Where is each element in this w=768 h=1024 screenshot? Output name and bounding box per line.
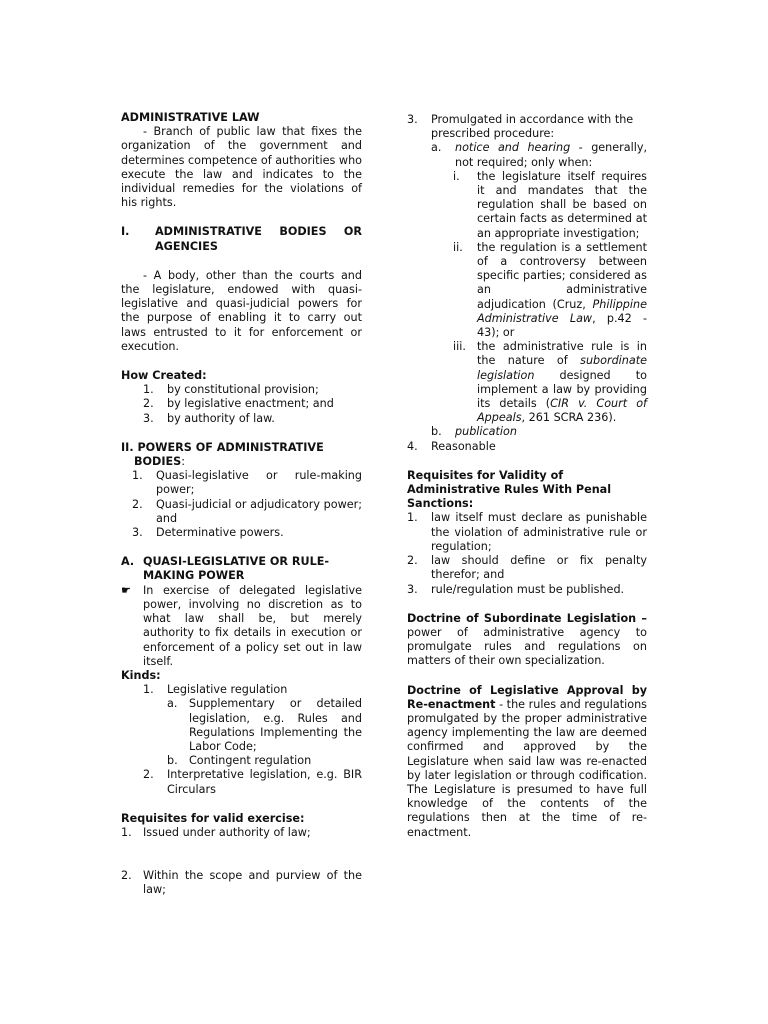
list-item: iii. the administrative rule is in the nature of subordinate legislation designed to implement a law by providing its details (CIR v. Court of Appeals, 261 SCRA 236). (453, 340, 647, 425)
how-created-list (121, 383, 362, 426)
section-1-title: ADMINISTRATIVE BODIES OR AGENCIES (155, 225, 362, 253)
section-1-heading (121, 225, 362, 253)
list-item: 3. rule/regulation must be published. (407, 582, 625, 596)
kinds-list (121, 683, 362, 797)
list-item: i. the legislature itself requires it and mandates that the regulation shall be based on certain facts as determined at an appropriate investigation; (453, 169, 647, 240)
list-item: 2. Within the scope and purview of the law; (121, 869, 362, 897)
list-item: 1. Legislative regulation (143, 683, 288, 697)
list-item: a. notice and hearing - generally, not required; only when: (431, 141, 647, 169)
subordinate-legislation-paragraph: Doctrine of Subordinate Legislation – power of administrative agency to promulgate rules and regulations on matters of their own specialization. (407, 611, 647, 668)
list-item: 2. Quasi-judicial or adjudicatory power; and (132, 497, 362, 525)
section-a-heading (121, 555, 362, 583)
pointing-hand-icon: ☛ (121, 583, 132, 597)
left-column (121, 111, 362, 898)
powers-list (121, 469, 362, 540)
section-a-paragraph (121, 584, 362, 669)
right-column (407, 113, 647, 840)
section-a-title: QUASI-LEGISLATIVE OR RULE-MAKING POWER (143, 555, 329, 583)
section-a-text: In exercise of delegated legislative power, involving no discretion as to what law shall be, but merely authority to fix details in execution or enforcement of a policy set out in law itself. (143, 583, 362, 668)
list-item: 1. by constitutional provision; (143, 383, 319, 397)
penal-sanctions-heading: Requisites for Validity of Administrative Rules With Penal Sanctions: (407, 468, 612, 511)
definition-paragraph: - Branch of public law that fixes the organization of the government and determines competence of authorities who execute the law and indicates to the individual remedies for the violations of his rights. (121, 125, 363, 210)
section-a-number: A. (121, 555, 135, 569)
list-item: 4. Reasonable (407, 439, 496, 453)
list-item: 1. law itself must declare as punishable the violation of administrative rule or regulation; (407, 511, 647, 553)
list-item: 2. Interpretative legislation, e.g. BIR Circulars (143, 768, 362, 796)
list-item: 3. Promulgated in accordance with the prescribed procedure: (407, 113, 634, 141)
list-item: 3. by authority of law. (143, 411, 275, 425)
list-item: b. publication (431, 425, 517, 439)
legislative-approval-paragraph: Doctrine of Legislative Approval by Re-enactment - the rules and regulations promulgated by the proper administrative agency implementing the law are deemed confirmed and approved by the Legislature when said law was re-enacted by later legislation or through codification. The Legislature is presumed to have full knowledge of the contents of the regulations then at the time of re-enactment. (407, 683, 647, 839)
list-item: 1. Issued under authority of law; (121, 825, 311, 839)
list-item: 1. Quasi-legislative or rule-making power; (132, 469, 362, 497)
list-item: 2. law should define or fix penalty therefor; and (407, 554, 647, 582)
kinds-heading: Kinds: (121, 668, 161, 682)
list-item: 3. Determinative powers. (132, 526, 284, 540)
section-1-definition: - A body, other than the courts and the legislature, endowed with quasi-legislative and quasi-judicial powers for the purpose of enabling it to carry out laws entrusted to it for enforcement or execution. (121, 268, 362, 353)
requisites-heading: Requisites for valid exercise: (121, 811, 305, 825)
list-item: ii. the regulation is a settlement of a controversy between specific parties; considered as an administrative adjudication (Cruz, Philippine Administrative Law, p.42 - 43); or (453, 240, 647, 340)
section-1-number: I. (121, 225, 130, 239)
list-item: b. Contingent regulation (167, 754, 312, 768)
doc-title: ADMINISTRATIVE LAW (121, 111, 260, 124)
how-created-heading: How Created: (121, 369, 207, 383)
section-2-heading: II. POWERS OF ADMINISTRATIVE BODIES: (121, 440, 324, 469)
list-item: 2. by legislative enactment; and (143, 397, 334, 411)
list-item: a. Supplementary or detailed legislation, e.g. Rules and Regulations Implementing the Labor Code; (167, 697, 362, 753)
